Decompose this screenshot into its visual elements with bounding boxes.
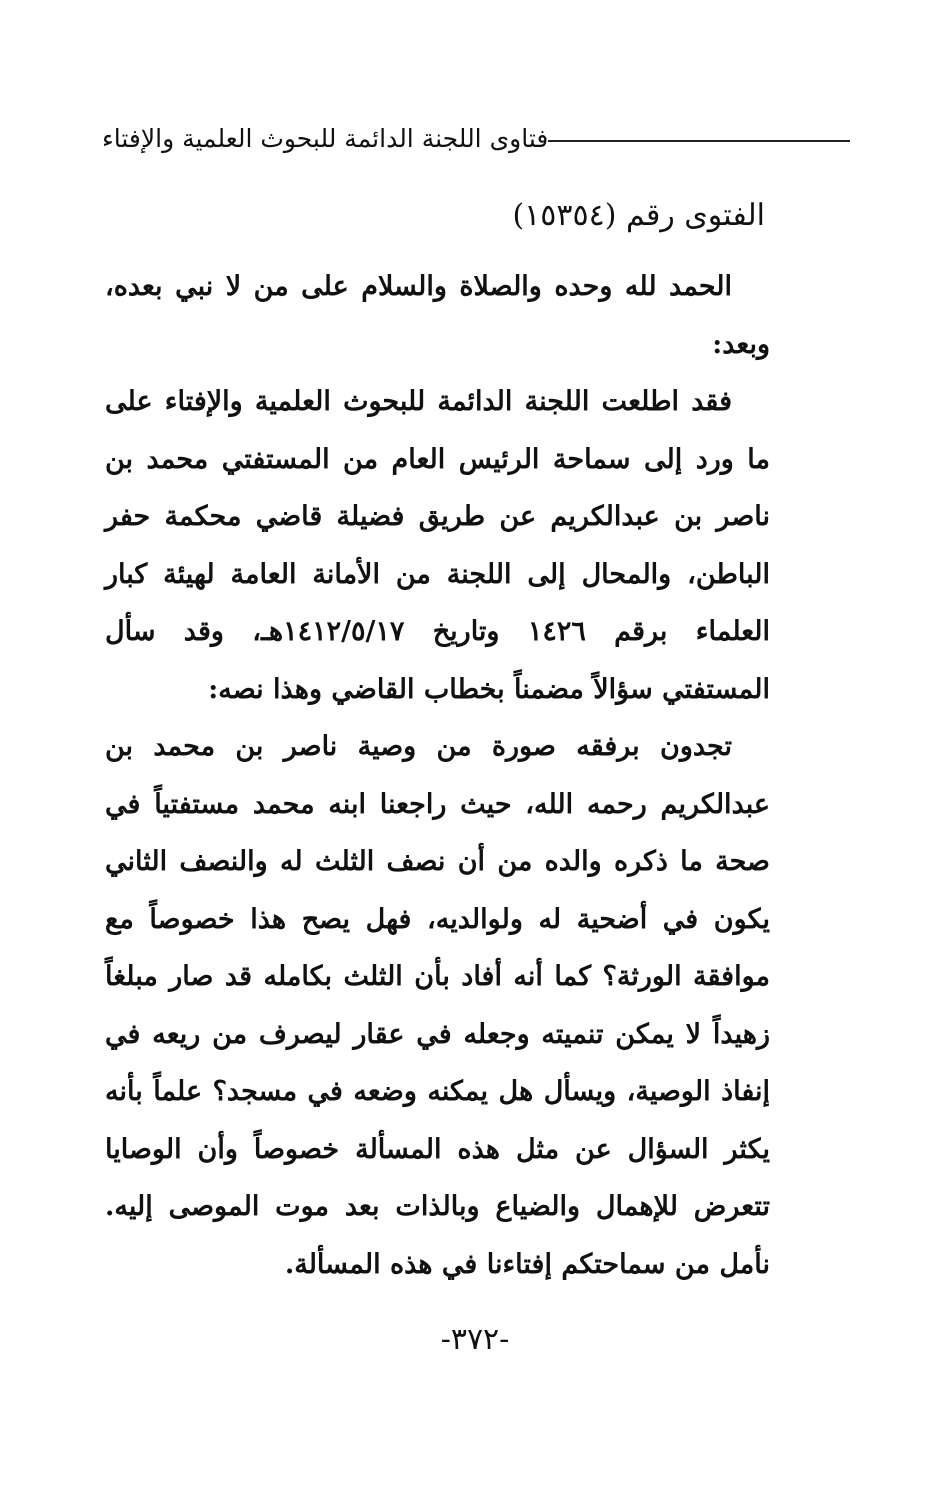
committee-review-paragraph: فقد اطلعت اللجنة الدائمة للبحوث العلمية والإفتاء على ما ورد إلى سماحة الرئيس العام من المستفتي محمد بن ناصر بن عبدالكريم عن طريق فضيلة قاضي محكمة حفر الباطن، والمحال إلى اللجنة من الأمانة العامة لهيئة كبار العلماء برقم ١٤٢٦ وتاريخ ١٤١٢/٥/١٧هـ، وقد سأل المستفتي سؤالاً مضمناً بخطاب القاضي وهذا نصه: <box>105 386 771 705</box>
running-header-title: فتاوى اللجنة الدائمة للبحوث العلمية والإفتاء <box>102 123 549 153</box>
question-text-paragraph: تجدون برفقه صورة من وصية ناصر بن محمد بن عبدالكريم رحمه الله، حيث راجعنا ابنه محمد مستفتياً في صحة ما ذكره والده من أن نصف الثلث له والنصف الثاني يكون في أضحية له ولوالديه، فهل يصح هذا خصوصاً مع موافقة الورثة؟ كما أنه أفاد بأن الثلث بكامله قد صار مبلغاً زهيداً لا يمكن تنميته وجعله في عقار ليصرف من ريعه في إنفاذ الوصية، ويسأل هل يمكنه وضعه في مسجد؟ علماً بأنه يكثر السؤال عن مثل هذه المسألة خصوصاً وأن الوصايا تتعرض للإهمال والضياع وبالذات بعد موت الموصى إليه. نأمل من سماحتكم إفتاءنا في هذه المسألة. <box>105 731 770 1280</box>
fatwa-body <box>105 258 770 1293</box>
header-rule <box>548 140 850 142</box>
running-header <box>90 118 850 158</box>
opening-praise-paragraph: الحمد لله وحده والصلاة والسلام على من لا نبي بعده، وبعد: <box>105 271 770 360</box>
page-number: -٣٧٢- <box>440 1322 510 1357</box>
fatwa-number-heading: الفتوى رقم (١٥٣٥٤) <box>512 198 765 233</box>
